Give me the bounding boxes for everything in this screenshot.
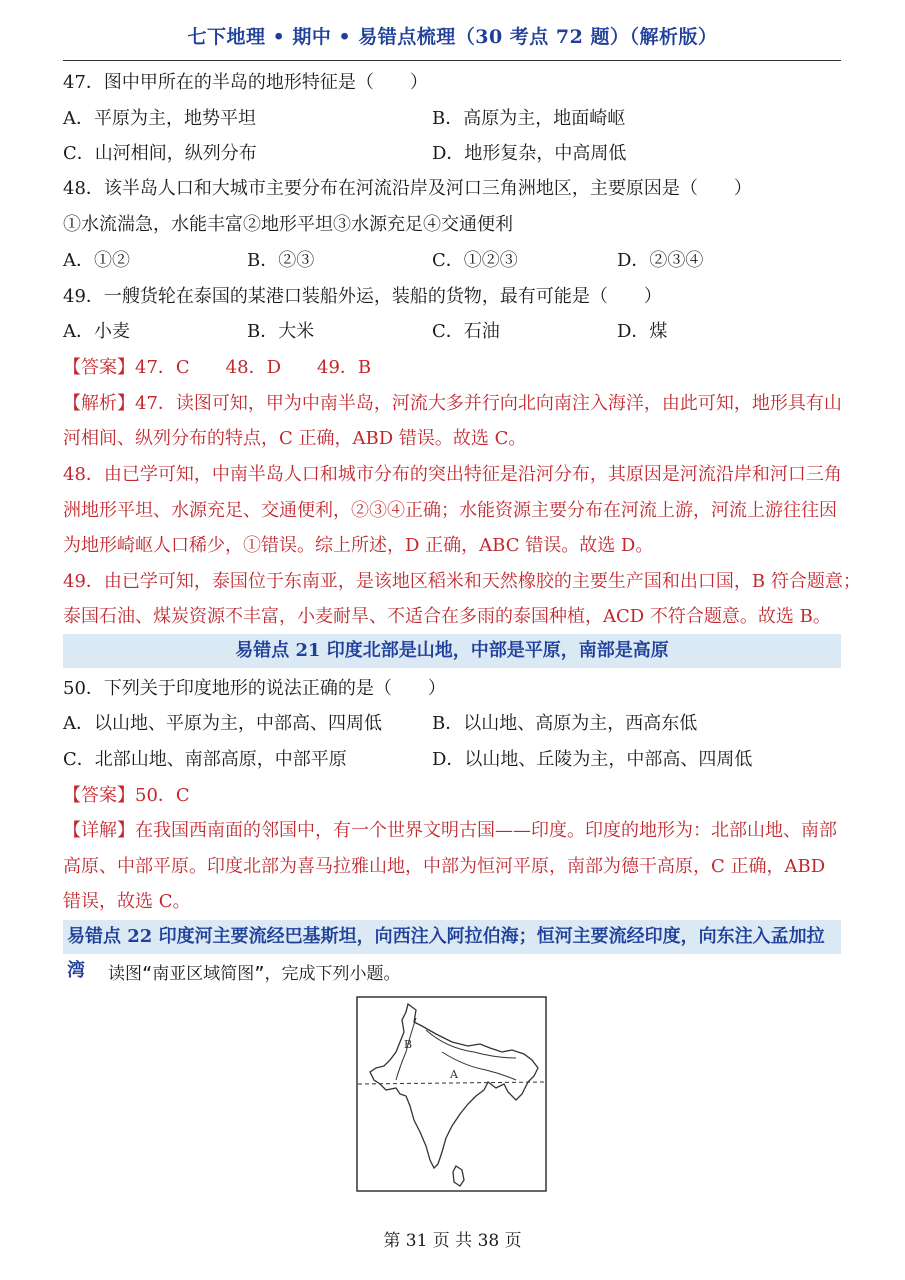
- header-divider: [63, 60, 841, 61]
- question-47-stem: 47．图中甲所在的半岛的地形特征是（ ）: [63, 72, 428, 93]
- analysis-line: 49．由已学可知，泰国位于东南亚，是该地区稻米和天然橡胶的主要生产国和出口国，B 符合题意；: [63, 571, 861, 592]
- question-50-stem: 50．下列关于印度地形的说法正确的是（ ）: [63, 678, 446, 699]
- section-band-21: 易错点 21 印度北部是山地，中部是平原，南部是高原: [63, 634, 841, 668]
- page-header-title: 七下地理 • 期中 • 易错点梳理（30 考点 72 题）（解析版）: [187, 26, 718, 48]
- question-49-option-b: B．大米: [247, 321, 315, 342]
- question-50-option-c: C．北部山地、南部高原，中部平原: [63, 749, 347, 770]
- detail-line: 高原、中部平原。印度北部为喜马拉雅山地，中部为恒河平原，南部为德干高原，C 正确，ABD: [63, 856, 826, 877]
- question-49-option-a: A．小麦: [63, 321, 130, 342]
- question-47-option-c: C．山河相间，纵列分布: [63, 143, 257, 164]
- question-48-option-d: D．②③④: [617, 250, 704, 271]
- question-50-option-a: A．以山地、平原为主，中部高、四周低: [63, 713, 382, 734]
- question-48-items: ①水流湍急，水能丰富②地形平坦③水源充足④交通便利: [63, 214, 513, 235]
- map-label-a: A: [450, 1068, 458, 1081]
- question-49-option-c: C．石油: [432, 321, 500, 342]
- map-frame: [357, 997, 546, 1191]
- question-48-option-a: A．①②: [63, 250, 130, 271]
- question-48-option-b: B．②③: [247, 250, 315, 271]
- question-49-option-d: D．煤: [617, 321, 668, 342]
- question-50-option-d: D．以山地、丘陵为主，中部高、四周低: [432, 749, 753, 770]
- south-asia-map: [356, 996, 547, 1192]
- detail-line: 错误，故选 C。: [63, 891, 191, 912]
- page-footer: 第 31 页 共 38 页: [383, 1231, 522, 1251]
- analysis-line: 洲地形平坦、水源充足、交通便利，②③④正确；水能资源主要分布在河流上游，河流上游往往因: [63, 500, 837, 521]
- question-47-option-b: B．高原为主，地面崎岖: [432, 108, 626, 129]
- answer-50: 【答案】50．C: [63, 785, 190, 806]
- analysis-line: 泰国石油、煤炭资源不丰富，小麦耐旱、不适合在多雨的泰国种植，ACD 不符合题意。故选 B。: [63, 606, 831, 627]
- question-48-stem: 48．该半岛人口和大城市主要分布在河流沿岸及河口三角洲地区，主要原因是（ ）: [63, 178, 752, 199]
- question-49-stem: 49．一艘货轮在泰国的某港口装船外运，装船的货物，最有可能是（ ）: [63, 286, 662, 307]
- map-intro-text: 读图“南亚区域简图”，完成下列小题。: [108, 964, 401, 984]
- analysis-line: 48．由已学可知，中南半岛人口和城市分布的突出特征是沿河分布，其原因是河流沿岸和河口三角: [63, 464, 842, 485]
- detail-line: 【详解】在我国西南面的邻国中，有一个世界文明古国——印度。印度的地形为：北部山地、南部: [63, 820, 837, 841]
- analysis-line: 河相间、纵列分布的特点，C 正确，ABD 错误。故选 C。: [63, 428, 527, 449]
- analysis-line: 【解析】47．读图可知，甲为中南半岛，河流大多并行向北向南注入海洋，由此可知，地形具有山: [63, 393, 842, 414]
- question-47-option-a: A．平原为主，地势平坦: [63, 108, 256, 129]
- section-band-22: 易错点 22 印度河主要流经巴基斯坦，向西注入阿拉伯海；恒河主要流经印度，向东注入孟加拉湾: [63, 920, 841, 954]
- question-48-option-c: C．①②③: [432, 250, 518, 271]
- answer-47-49: 【答案】47．C 48．D 49．B: [63, 357, 372, 378]
- analysis-line: 为地形崎岖人口稀少，①错误。综上所述，D 正确，ABC 错误。故选 D。: [63, 535, 654, 556]
- question-50-option-b: B．以山地、高原为主，西高东低: [432, 713, 698, 734]
- question-47-option-d: D．地形复杂，中高周低: [432, 143, 627, 164]
- map-label-b: B: [404, 1038, 413, 1051]
